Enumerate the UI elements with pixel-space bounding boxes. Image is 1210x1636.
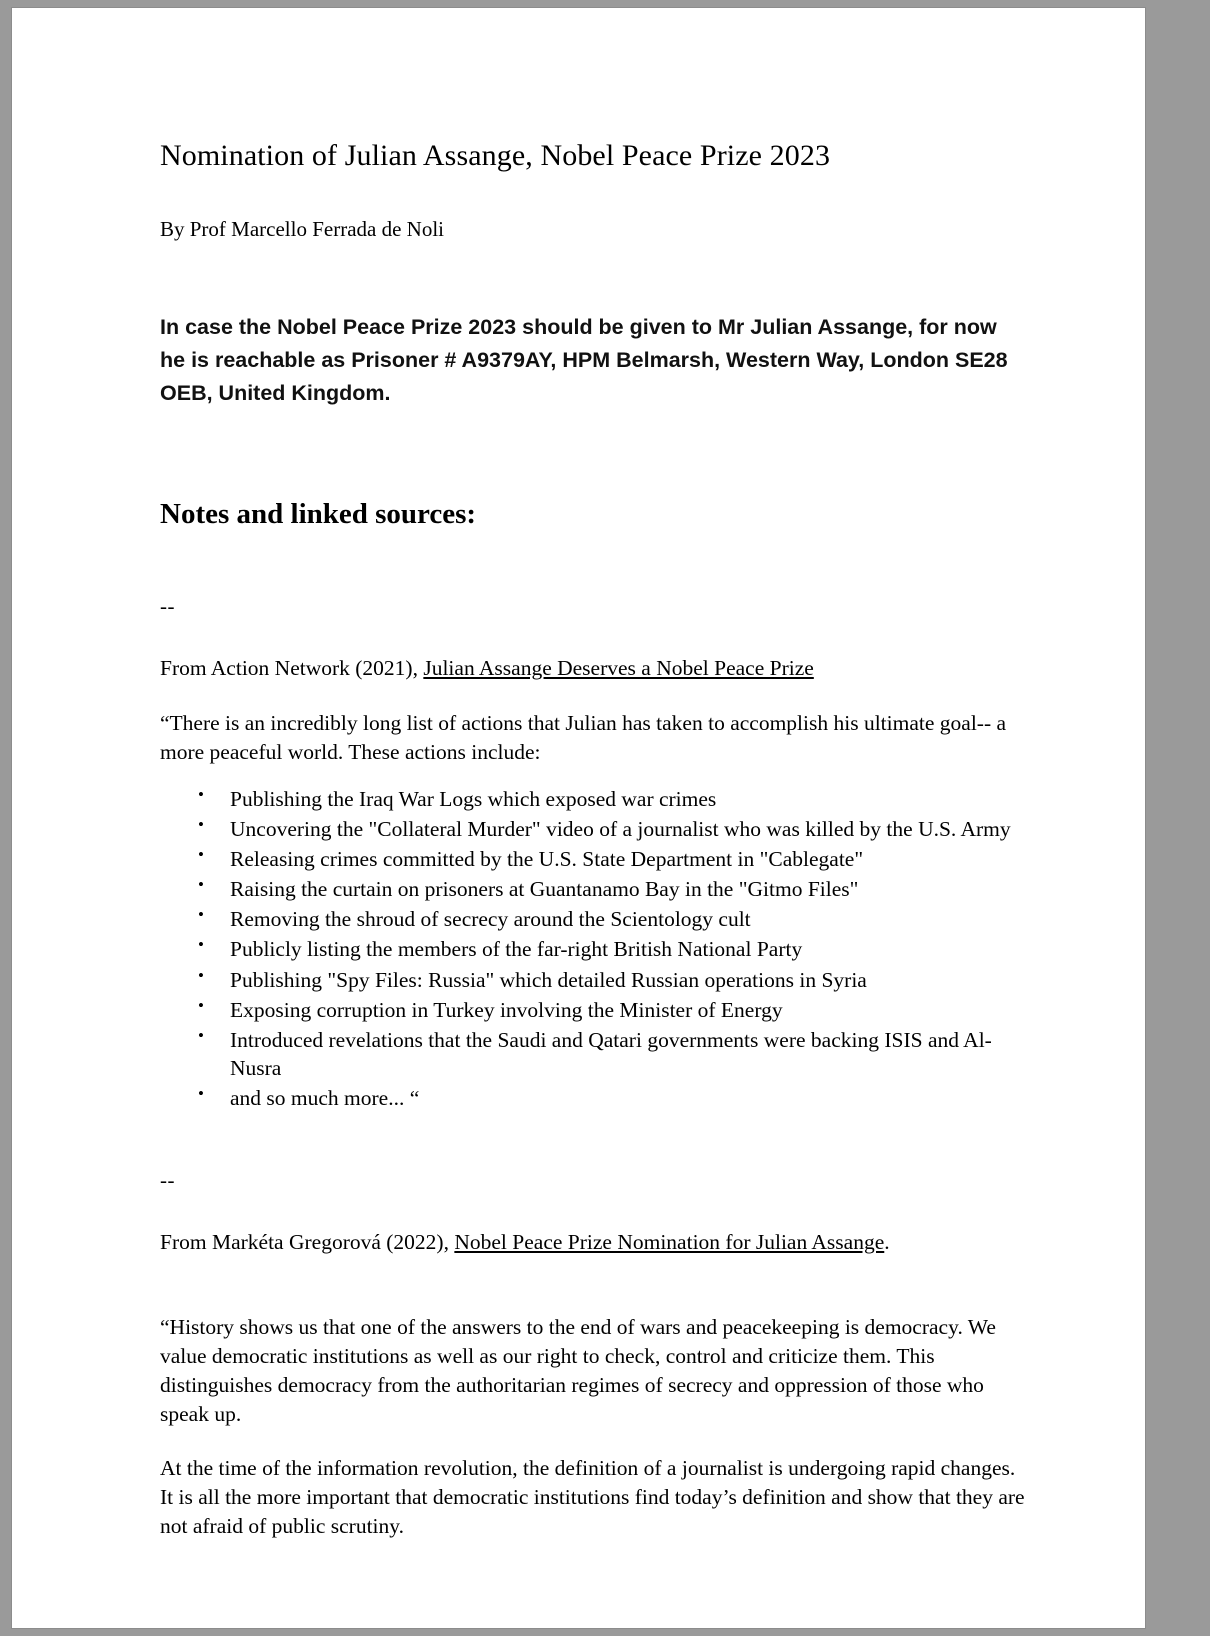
lead-paragraph: In case the Nobel Peace Prize 2023 should be given to Mr Julian Assange, for now he is reachable as Prisoner # A9379AY, HPM Belmarsh, Western Way, London SE28 OEB, United Kingdom.: [160, 315, 1008, 405]
source-1-prefix: From Action Network (2021),: [160, 656, 424, 681]
list-item: • Releasing crimes committed by the U.S. State Department in "Cablegate": [230, 845, 1030, 873]
list-item: • Exposing corruption in Turkey involving the Minister of Energy: [230, 996, 1030, 1024]
list-item: • Introduced revelations that the Saudi and Qatari governments were backing ISIS and Al-Nusra: [230, 1026, 1030, 1082]
list-item: • Publishing the Iraq War Logs which exposed war crimes: [230, 785, 1030, 813]
quote-paragraph-2: At the time of the information revolution, the definition of a journalist is undergoing rapid changes. It is all the more important that democratic institutions find today’s definition and show that they are not afraid of public scrutiny.: [160, 1456, 1025, 1539]
list-item: • Uncovering the "Collateral Murder" video of a journalist who was killed by the U.S. Army: [230, 815, 1030, 843]
list-item: • Publicly listing the members of the far-right British National Party: [230, 935, 1030, 963]
source-attribution-1: [160, 655, 1030, 683]
section-heading-notes: Notes and linked sources:: [160, 498, 477, 531]
quote-intro-1: “There is an incredibly long list of actions that Julian has taken to accomplish his ultimate goal-- a more peaceful world. These actions include:: [160, 711, 1007, 764]
author-byline: By Prof Marcello Ferrada de Noli: [160, 217, 445, 241]
source-2-suffix: .: [884, 1230, 890, 1255]
source-2-link[interactable]: Nobel Peace Prize Nomination for Julian Assange: [454, 1230, 885, 1255]
document-page: [12, 8, 1145, 1628]
source-2-prefix: From Markéta Gregorová (2022),: [160, 1230, 455, 1255]
source-1-link[interactable]: Julian Assange Deserves a Nobel Peace Prize: [423, 656, 814, 681]
source-attribution-2: [160, 1229, 1030, 1257]
list-item: • Removing the shroud of secrecy around the Scientology cult: [230, 905, 1030, 933]
actions-bullet-list: [160, 785, 1030, 1113]
separator-dashes-2: --: [160, 1168, 175, 1193]
list-item: • and so much more... “: [230, 1084, 1030, 1112]
page-title: Nomination of Julian Assange, Nobel Peace Prize 2023: [160, 139, 831, 172]
list-item: • Raising the curtain on prisoners at Guantanamo Bay in the "Gitmo Files": [230, 875, 1030, 903]
list-item: • Publishing "Spy Files: Russia" which detailed Russian operations in Syria: [230, 966, 1030, 994]
document-body: [160, 138, 1030, 1541]
separator-dashes-1: --: [160, 594, 175, 619]
quote-paragraph-1: “History shows us that one of the answers to the end of wars and peacekeeping is democracy. We value democratic institutions as well as our right to check, control and criticize them. This distinguishes democracy from the authoritarian regimes of secrecy and oppression of those who speak up.: [160, 1315, 996, 1426]
